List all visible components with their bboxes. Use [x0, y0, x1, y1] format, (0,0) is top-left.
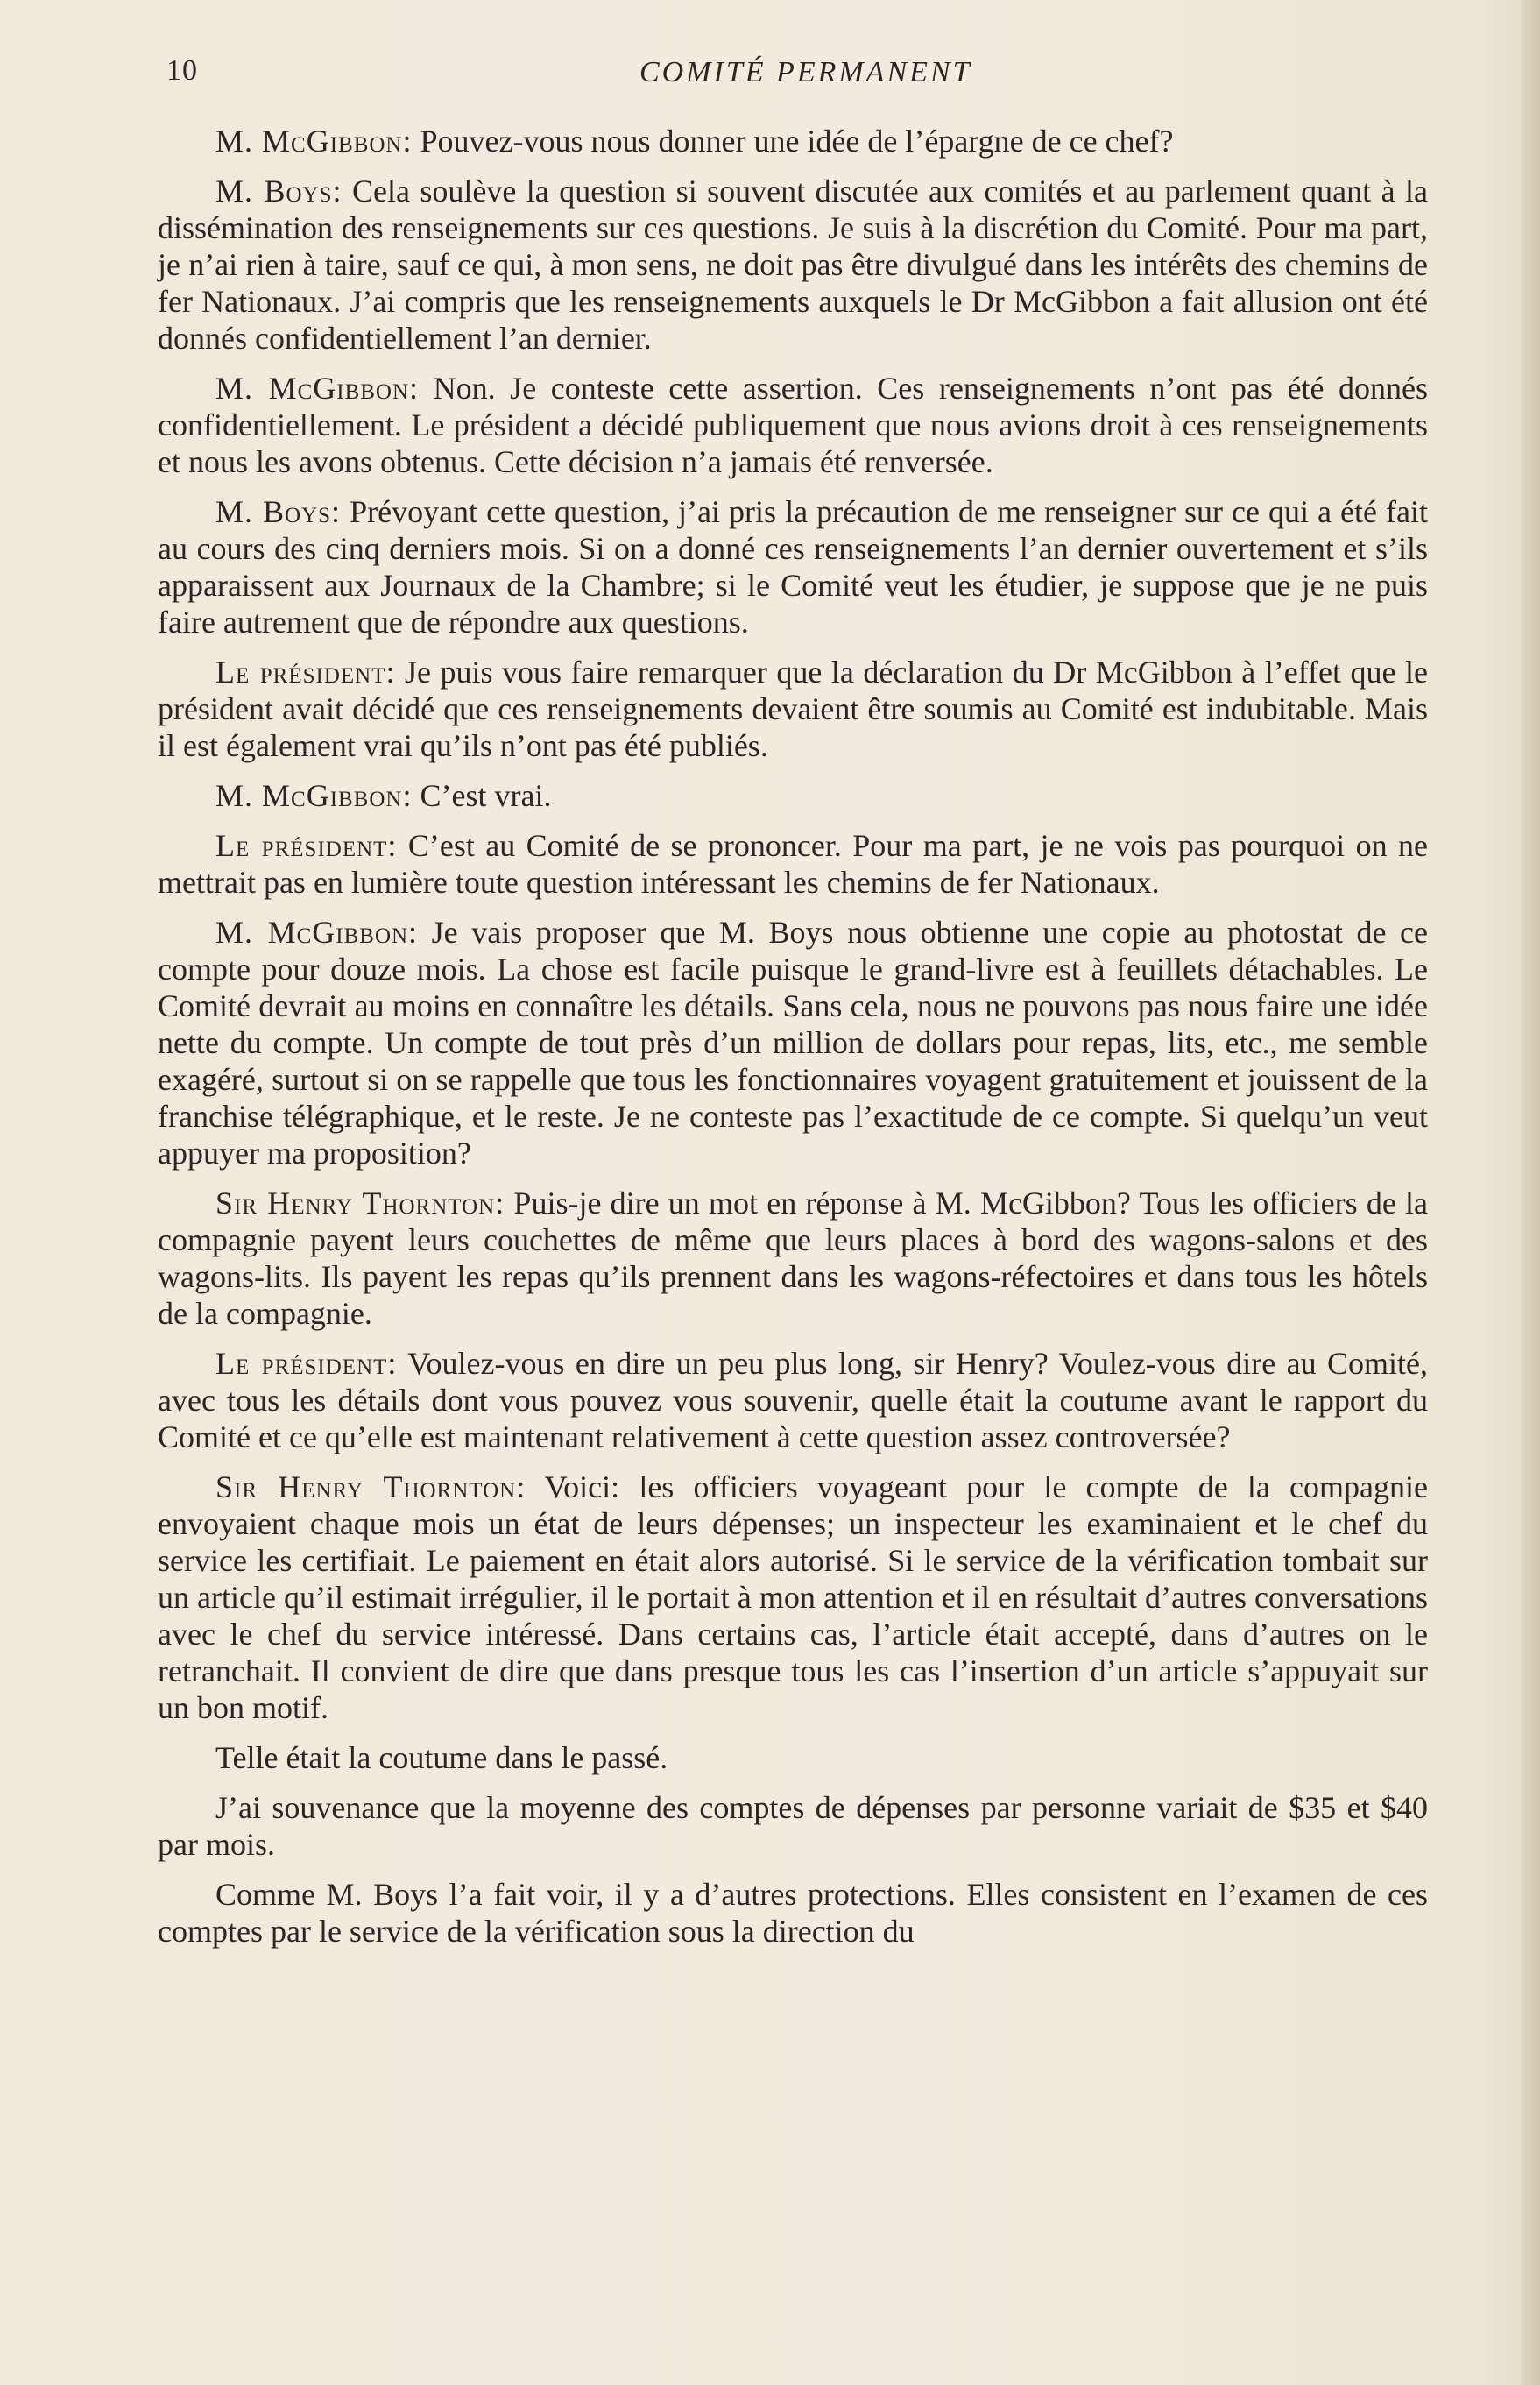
- paragraph: [158, 1185, 1428, 1332]
- paragraph-text: Je puis vous faire remarquer que la déclaration du Dr McGibbon à l’effet que le président avait décidé que ces renseignements devaient être soumis au Comité est indubitable. Mais il est également vrai qu’ils n’ont pas été publiés.: [158, 655, 1428, 763]
- speaker-name: Le président:: [215, 1346, 398, 1381]
- page-header: [166, 54, 1435, 96]
- paragraph-text: C’est au Comité de se prononcer. Pour ma part, je ne vois pas pourquoi on ne mettrait pas en lumière toute question intéressant les chemins de fer Nationaux.: [158, 828, 1428, 900]
- speaker-name: M. McGibbon:: [215, 371, 420, 406]
- paragraph: [158, 370, 1428, 480]
- paragraph: [158, 493, 1428, 640]
- page-edge-shadow: [1521, 0, 1540, 2385]
- paragraph: [158, 1739, 1428, 1776]
- paragraph: [158, 654, 1428, 764]
- paragraph-text: J’ai souvenance que la moyenne des comptes de dépenses par personne variait de $35 et $40 par mois.: [158, 1790, 1428, 1862]
- paragraph-text: Je vais proposer que M. Boys nous obtienne une copie au photostat de ce compte pour douze mois. La chose est facile puisque le grand-livre est à feuillets détachables. Le Comité devrait au moins en connaître les détails. Sans cela, nous ne pouvons pas nous faire une idée nette du compte. Un compte de tout près d’un million de dollars pour repas, lits, etc., me semble exagéré, surtout si on se rappelle que tous les fonctionnaires voyagent gratuitement et jouissent de la franchise télégraphique, et le reste. Je ne conteste pas l’exactitude de ce compte. Si quelqu’un veut appuyer ma proposition?: [158, 915, 1428, 1171]
- running-title: COMITÉ PERMANENT: [639, 56, 972, 88]
- paragraph: [158, 827, 1428, 901]
- speaker-name: M. McGibbon:: [215, 124, 413, 159]
- paragraph: [158, 914, 1428, 1171]
- page-number: 10: [166, 54, 198, 87]
- speaker-name: Sir Henry Thornton:: [215, 1469, 526, 1504]
- paragraph-text: Puis-je dire un mot en réponse à M. McGibbon? Tous les officiers de la compagnie payent leurs couchettes de même que leurs places à bord des wagons-salons et des wagons-lits. Ils payent les repas qu’ils prennent dans les wagons-réfectoires et dans tous les hôtels de la compagnie.: [158, 1185, 1428, 1331]
- paragraph: [158, 1789, 1428, 1863]
- paragraph: [158, 777, 1428, 814]
- paragraph: [158, 1345, 1428, 1455]
- paragraph-text: C’est vrai.: [412, 778, 552, 813]
- paragraph-text: Cela soulève la question si souvent discutée aux comités et au parlement quant à la dissémination des renseignements sur ces questions. Je suis à la discrétion du Comité. Pour ma part, je n’ai rien à taire, sauf ce qui, à mon sens, ne doit pas être divulgué dans les intérêts des chemins de fer Nationaux. J’ai compris que les renseignements auxquels le Dr McGibbon a fait allusion ont été donnés confidentiellement l’an dernier.: [158, 173, 1428, 356]
- speaker-name: Sir Henry Thornton:: [215, 1185, 505, 1221]
- paragraph: [158, 173, 1428, 357]
- speaker-name: M. McGibbon:: [215, 778, 413, 813]
- paragraph: [158, 1876, 1428, 1950]
- paragraph-text: Non. Je conteste cette assertion. Ces renseignements n’ont pas été donnés confidentiellement. Le président a décidé publiquement que nous avions droit à ces renseignements et nous les avons obtenus. Cette décision n’a jamais été renversée.: [158, 371, 1428, 479]
- speaker-name: M. McGibbon:: [215, 915, 419, 950]
- paragraph: [158, 123, 1428, 159]
- speaker-name: M. Boys:: [215, 494, 342, 529]
- speaker-name: Le président:: [215, 828, 398, 863]
- paragraph-text: Telle était la coutume dans le passé.: [215, 1740, 668, 1775]
- paragraph-text: Prévoyant cette question, j’ai pris la précaution de me renseigner sur ce qui a été fait au cours des cinq derniers mois. Si on a donné ces renseignements l’an dernier ouvertement et s’ils apparaissent aux Journaux de la Chambre; si le Comité veut les étudier, je suppose que je ne puis faire autrement que de répondre aux questions.: [158, 494, 1428, 640]
- speaker-name: M. Boys:: [215, 173, 343, 209]
- body-text: [158, 123, 1428, 1963]
- paragraph: [158, 1469, 1428, 1726]
- speaker-name: Le président:: [215, 655, 396, 690]
- paragraph-text: Voulez-vous en dire un peu plus long, sir Henry? Voulez-vous dire au Comité, avec tous les détails dont vous pouvez vous souvenir, quelle était la coutume avant le rapport du Comité et ce qu’elle est maintenant relativement à cette question assez controversée?: [158, 1346, 1429, 1454]
- paragraph-text: Comme M. Boys l’a fait voir, il y a d’autres protections. Elles consistent en l’examen de ces comptes par le service de la vérification sous la direction du: [158, 1877, 1428, 1949]
- paragraph-text: Pouvez-vous nous donner une idée de l’épargne de ce chef?: [412, 124, 1174, 159]
- paragraph-text: Voici: les officiers voyageant pour le compte de la compagnie envoyaient chaque mois un état de leurs dépenses; un inspecteur les examinaient et le chef du service les certifiait. Le paiement en était alors autorisé. Si le service de la vérification tombait sur un article qu’il estimait irrégulier, il le portait à mon attention et il en résultait d’autres conversations avec le chef du service intéressé. Dans certains cas, l’article était accepté, dans d’autres on le retranchait. Il convient de dire que dans presque tous les cas l’insertion d’un article s’appuyait sur un bon motif.: [158, 1469, 1428, 1725]
